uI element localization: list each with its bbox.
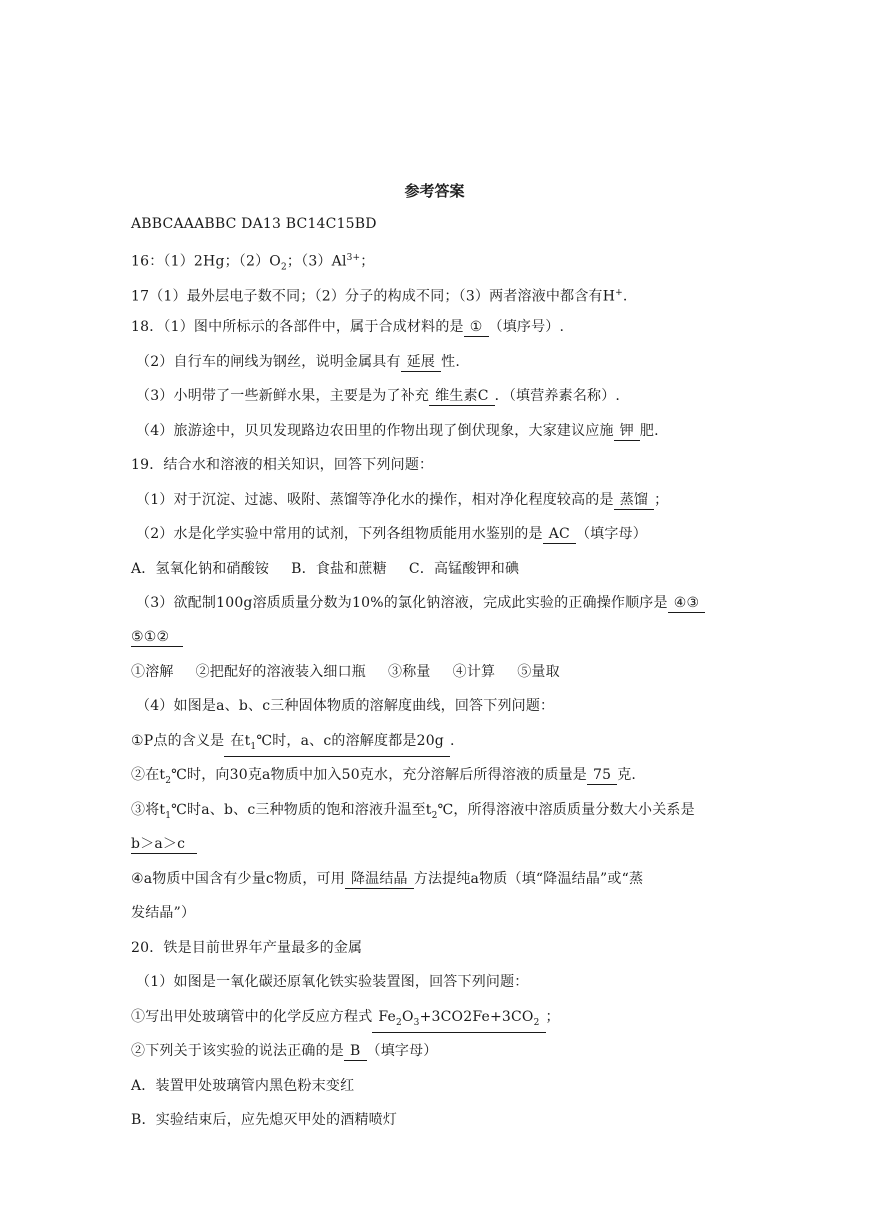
filled-blank: 75 [587,767,617,785]
operation-2: ②把配好的溶液装入细口瓶 [195,664,367,680]
text: （2）水是化学实验中常用的试剂，下列各组物质能用水鉴别的是 [136,526,543,542]
text: A．装置甲处玻璃管内黑色粉末变红 [131,1078,355,1094]
text: ； [545,1009,560,1025]
text: 肥. [639,423,659,439]
options-line [131,560,519,578]
filled-blank: 蒸馏 [614,492,654,510]
filled-blank: 维生素C [429,388,495,406]
text: （填字母） [575,526,647,542]
filled-blank: 降温结晶 [345,871,414,889]
answer-line-18-4 [136,422,659,441]
answer-line-18-1 [131,318,564,337]
text: 在t [230,733,251,749]
text: （填序号）. [488,319,565,335]
filled-blank: b＞a＞c [131,836,197,854]
text: 19．结合水和溶液的相关知识，回答下列问题： [131,457,434,473]
subscript: 1 [250,741,257,752]
text: ④a物质中国含有少量c物质，可用 [131,871,345,887]
answer-line-20-1 [136,973,529,991]
answer-line-19-4-3-cont [131,835,197,854]
text: ．（填营养素名称）. [494,388,621,404]
text: +3CO2Fe+3CO [419,1009,534,1025]
answer-line-19-3 [136,594,705,613]
answer-line-choices [131,215,377,233]
text: ③将t [131,802,166,818]
answer-line-17 [131,284,628,306]
filled-blank: 钾 [614,423,640,441]
subscript: 2 [431,810,438,821]
text: ℃时，向30克a物质中加入50克水，充分溶解后所得溶液的质量是 [171,767,588,783]
answer-line-16 [131,249,375,276]
text: 克. [617,767,637,783]
answer-line-20-1-2 [131,1042,438,1061]
text: （2）自行车的闸线为钢丝，说明金属具有 [136,354,401,370]
subscript: 2 [533,1017,540,1028]
text: （填字母） [366,1043,438,1059]
answer-line-19-1 [136,491,668,510]
text: 20．铁是目前世界年产量最多的金属 [131,940,363,956]
superscript: 3+ [346,253,361,263]
text: ℃时a、b、c三种物质的饱和溶液升温至t [171,802,432,818]
text: . [449,733,455,749]
filled-blank: 延展 [401,354,441,372]
option-a: A．氢氧化钠和硝酸铵 [131,561,270,577]
answer-line-19-4-4-cont [131,904,195,922]
answer-line-19-3-cont [131,628,183,647]
option-c: C．高锰酸钾和碘 [408,561,520,577]
text: （4）如图是a、b、c三种固体物质的溶解度曲线，回答下列问题： [136,698,555,714]
text: 发结晶”） [131,905,196,921]
text: Fe [378,1009,397,1025]
text: 方法提纯a物质（填“降温结晶”或“蒸 [413,871,644,887]
filled-blank: ① [464,319,489,337]
answer-line-19-4-4 [131,870,643,889]
filled-blank [224,733,450,757]
operation-4: ④计算 [452,664,496,680]
operations-line [131,663,560,681]
text: O [401,1009,414,1025]
text: ①P点的含义是 [131,733,225,749]
answer-line-18-2 [136,353,460,372]
option-b: B．食盐和蔗糖 [291,561,387,577]
superscript: + [615,288,623,298]
text: ℃时，a、c的溶解度都是20g [256,733,444,749]
subscript: 3 [413,1017,420,1028]
subscript: 2 [165,775,172,786]
text: ；（3）Al [286,253,347,270]
text: （4）旅游途中，贝贝发现路边农田里的作物出现了倒伏现象，大家建议应施 [136,423,614,439]
option-line-b [131,1111,397,1129]
answer-line-19-4 [136,697,554,715]
operation-1: ①溶解 [131,664,174,680]
text: ； [654,492,669,508]
text: （1）对于沉淀、过滤、吸附、蒸馏等净化水的操作，相对净化程度较高的是 [136,492,614,508]
filled-blank: B [344,1043,367,1061]
text: ℃，所得溶液中溶质质量分数大小关系是 [437,802,695,818]
text: ； [360,253,375,270]
answer-line-19-2 [136,525,647,544]
operation-3: ③称量 [388,664,431,680]
text: ②在t [131,767,166,783]
answer-line-20-1-1 [131,1008,560,1033]
subscript: 1 [165,810,172,821]
filled-blank [372,1009,545,1033]
text: B．实验结束后，应先熄灭甲处的酒精喷灯 [131,1112,398,1128]
answer-line-18-3 [136,387,620,406]
text: （3）小明带了一些新鲜水果，主要是为了补充 [136,388,430,404]
text: ②下列关于该实验的说法正确的是 [131,1043,344,1059]
question-20-heading [131,939,362,957]
text: ①写出甲处玻璃管中的化学反应方程式 [131,1009,373,1025]
answer-line-19-4-1 [131,732,455,757]
text: 16：（1）2Hg；（2）O [131,253,281,270]
page-title: 参考答案 [404,182,465,200]
filled-blank: ⑤①② [131,629,183,647]
answer-line-19-4-3 [131,801,695,825]
text: 18．（1）图中所标示的各部件中，属于合成材料的是 [131,319,464,335]
subscript: 2 [396,1017,402,1028]
operation-5: ⑤量取 [517,664,560,680]
filled-blank: AC [543,526,576,544]
subscript: 2 [280,262,287,273]
text: （1）如图是一氧化碳还原氧化铁实验装置图，回答下列问题： [136,974,529,990]
question-19-heading [131,456,433,474]
text: 17（1）最外层电子数不同；（2）分子的构成不同；（3）两者溶液中都含有H [131,288,616,305]
filled-blank: ④③ [668,595,706,613]
answer-line-19-4-2 [131,766,636,790]
text: . [622,288,628,305]
option-line-a [131,1077,354,1095]
text: 性. [441,354,460,370]
choice-answers: ABBCAAABBC DA13 BC14C15BD [131,216,377,232]
text: （3）欲配制100g溶质质量分数为10%的氯化钠溶液，完成此实验的正确操作顺序是 [136,595,668,611]
